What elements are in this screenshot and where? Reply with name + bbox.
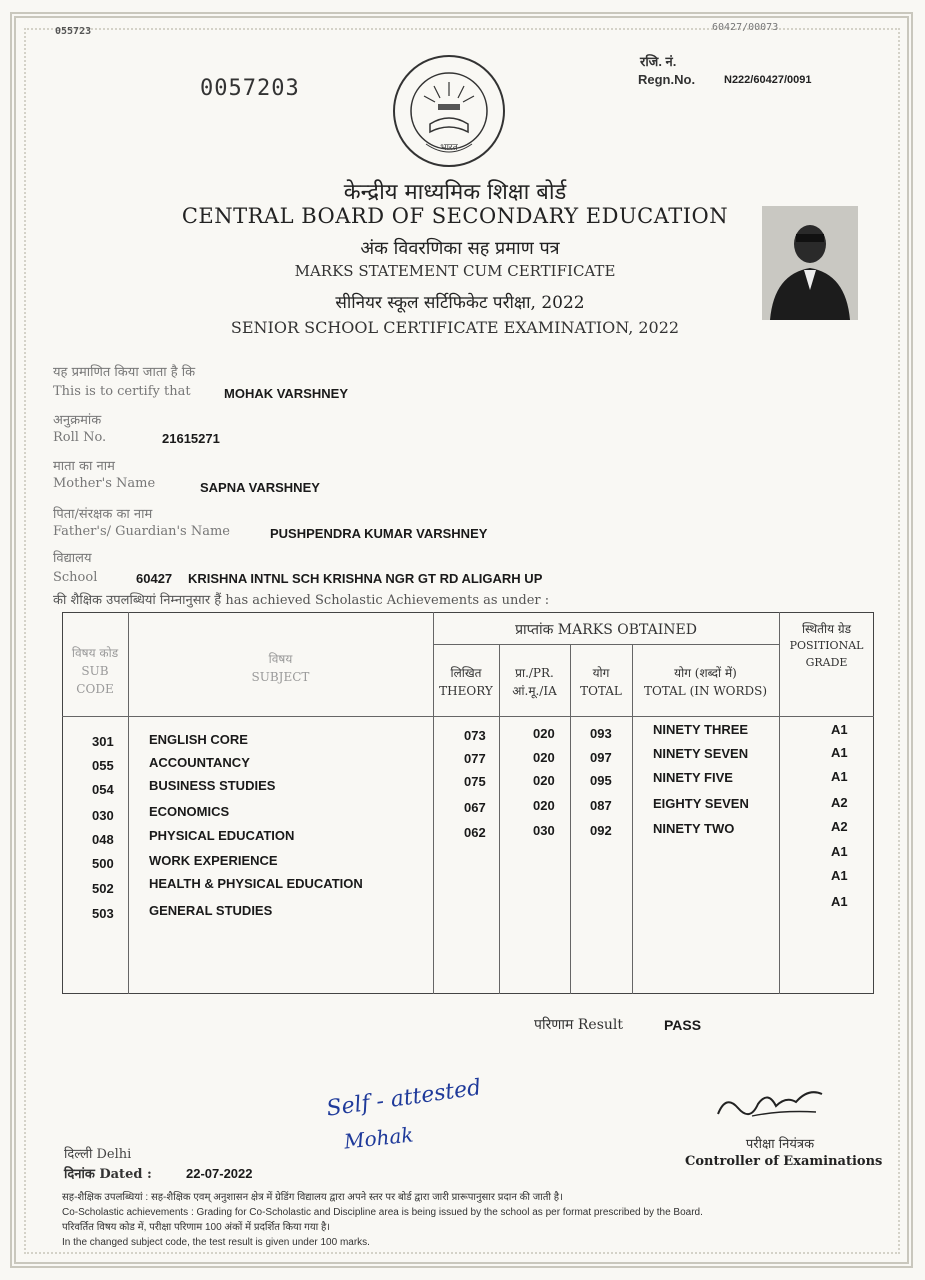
header-theory-en: THEORY (439, 684, 493, 698)
header-marks-obtained: प्राप्तांक MARKS OBTAINED (515, 622, 697, 638)
certify-label: This is to certify that (53, 384, 191, 399)
subject-name: ENGLISH CORE (149, 732, 248, 747)
serial-number: 0057203 (200, 76, 300, 101)
result-label: परिणाम Result (534, 1017, 624, 1033)
place-label: दिल्ली Delhi (64, 1147, 132, 1162)
positional-grade: A2 (831, 819, 848, 834)
total-marks: 087 (590, 798, 612, 813)
school-name: KRISHNA INTNL SCH KRISHNA NGR GT RD ALIGARH UP (188, 571, 543, 586)
theory-marks: 077 (464, 751, 486, 766)
row-divider (433, 644, 779, 645)
total-in-words: NINETY SEVEN (653, 746, 749, 761)
footnote-item: In the changed subject code, the test result is given under 100 marks. (62, 1237, 370, 1248)
regn-number: N222/60427/0091 (724, 74, 812, 86)
header-subject-en: SUBJECT (251, 670, 310, 684)
subject-code: 500 (92, 856, 114, 871)
father-name: PUSHPENDRA KUMAR VARSHNEY (270, 526, 488, 541)
header-words-en: TOTAL (IN WORDS) (643, 684, 768, 698)
total-marks: 092 (590, 823, 612, 838)
theory-marks: 062 (464, 825, 486, 840)
total-in-words: NINETY FIVE (653, 770, 733, 785)
candidate-signature: Mohak (342, 1122, 415, 1154)
header-ia-pr: प्रा./PR. (515, 666, 554, 680)
mother-name: SAPNA VARSHNEY (200, 480, 320, 495)
total-marks: 093 (590, 726, 612, 741)
roll-number: 21615271 (162, 431, 220, 446)
subject-name: HEALTH & PHYSICAL EDUCATION (149, 876, 363, 891)
positional-grade: A1 (831, 868, 848, 883)
subject-code: 055 (92, 758, 114, 773)
mother-label-hindi: माता का नाम (53, 459, 115, 474)
achievements-line: की शैक्षिक उपलब्धियां निम्नानुसार हैं has achieved Scholastic Achievements as under : (53, 593, 550, 608)
school-code: 60427 (136, 571, 173, 586)
controller-signature (712, 1084, 832, 1124)
positional-grade: A1 (831, 844, 848, 859)
mother-label: Mother's Name (53, 476, 156, 491)
corner-serial-left: 055723 (55, 26, 92, 37)
positional-grade: A1 (831, 745, 848, 760)
regn-label-hindi: रजि. नं. (640, 54, 677, 69)
subject-code: 301 (92, 734, 114, 749)
roll-label-hindi: अनुक्रमांक (53, 413, 102, 428)
positional-grade: A1 (831, 722, 848, 737)
positional-grade: A1 (831, 769, 848, 784)
certify-label-hindi: यह प्रमाणित किया जाता है कि (53, 365, 196, 380)
header-grade (779, 620, 874, 671)
positional-grade: A2 (831, 795, 848, 810)
exam-title-hindi: सीनियर स्कूल सर्टिफिकेट परीक्षा, 2022 (335, 293, 585, 313)
total-in-words: NINETY TWO (653, 821, 735, 836)
result-value: PASS (664, 1017, 702, 1033)
school-label-hindi: विद्यालय (53, 551, 92, 566)
theory-marks: 067 (464, 800, 486, 815)
header-subcode (62, 644, 128, 698)
theory-marks: 075 (464, 774, 486, 789)
candidate-name: MOHAK VARSHNEY (224, 386, 348, 401)
controller-title-hindi: परीक्षा नियंत्रक (745, 1137, 815, 1152)
total-marks: 095 (590, 773, 612, 788)
header-grade-en: POSITIONAL GRADE (789, 639, 864, 669)
regn-label: Regn.No. (638, 72, 696, 87)
header-ia (499, 664, 570, 700)
header-words-hindi: योग (शब्दों में) (674, 666, 737, 680)
header-grade-hindi: स्थितीय ग्रेड (801, 622, 852, 636)
footnotes (62, 1190, 874, 1250)
subject-name: ACCOUNTANCY (149, 755, 250, 770)
subject-name: GENERAL STUDIES (149, 903, 273, 918)
total-marks: 097 (590, 750, 612, 765)
footnote-item: परिवर्तित विषय कोड में, परीक्षा परिणाम 100 अंकों में प्रदर्शित किया गया है। (62, 1222, 331, 1233)
header-theory (433, 664, 499, 700)
header-subcode-en: SUB CODE (76, 664, 114, 696)
ia-marks: 020 (533, 798, 555, 813)
ia-marks: 020 (533, 726, 555, 741)
header-total-hindi: योग (592, 666, 610, 680)
subject-code: 030 (92, 808, 114, 823)
handwritten-note: Self - attested (325, 1075, 483, 1122)
footnote-item: Co-Scholastic achievements : Grading for Co-Scholastic and Discipline area is being issued by the school as per format prescribed by the Board. (62, 1207, 703, 1218)
subject-code: 502 (92, 881, 114, 896)
ia-marks: 020 (533, 750, 555, 765)
school-label: School (53, 570, 98, 585)
board-name: CENTRAL BOARD OF SECONDARY EDUCATION (181, 204, 729, 228)
roll-label: Roll No. (53, 430, 107, 445)
logo-caption: भारत (440, 143, 458, 153)
ia-marks: 030 (533, 823, 555, 838)
father-label: Father's/ Guardian's Name (53, 524, 230, 539)
header-ia-en: आं.मू./IA (512, 684, 557, 698)
subject-code: 048 (92, 832, 114, 847)
header-theory-hindi: लिखित (450, 666, 482, 680)
subject-name: ECONOMICS (149, 804, 230, 819)
header-subject-hindi: विषय (268, 652, 293, 666)
board-name-hindi: केन्द्रीय माध्यमिक शिक्षा बोर्ड (343, 180, 567, 205)
subject-name: WORK EXPERIENCE (149, 853, 278, 868)
ia-marks: 020 (533, 773, 555, 788)
corner-serial-right: 60427/00073 (712, 22, 779, 33)
doc-title-hindi: अंक विवरणिका सह प्रमाण पत्र (360, 238, 560, 259)
header-total-en: TOTAL (580, 684, 622, 698)
doc-title: MARKS STATEMENT CUM CERTIFICATE (294, 262, 616, 280)
date-label: दिनांक Dated : (64, 1167, 152, 1182)
header-subcode-hindi: विषय कोड (71, 646, 119, 660)
controller-title: Controller of Examinations (685, 1154, 883, 1169)
theory-marks: 073 (464, 728, 486, 743)
header-total-words (632, 664, 779, 700)
total-in-words: EIGHTY SEVEN (653, 796, 749, 811)
footnote-item: सह-शैक्षिक उपलब्धियां : सह-शैक्षिक एवम् अनुशासन क्षेत्र में ग्रेडिंग विद्यालय द्वारा अपने स्तर पर बोर्ड द्वारा जारी प्रारूपानुसार प्रदान की जाती है। (62, 1192, 563, 1203)
header-total (570, 664, 632, 700)
subject-code: 054 (92, 782, 114, 797)
subject-name: PHYSICAL EDUCATION (149, 828, 295, 843)
total-in-words: NINETY THREE (653, 722, 749, 737)
father-label-hindi: पिता/संरक्षक का नाम (53, 507, 153, 522)
subject-name: BUSINESS STUDIES (149, 778, 276, 793)
candidate-photo (762, 206, 858, 320)
positional-grade: A1 (831, 894, 848, 909)
header-divider (62, 716, 874, 717)
header-subject (128, 650, 433, 686)
exam-title: SENIOR SCHOOL CERTIFICATE EXAMINATION, 2022 (230, 318, 680, 337)
issue-date: 22-07-2022 (186, 1166, 253, 1181)
subject-code: 503 (92, 906, 114, 921)
